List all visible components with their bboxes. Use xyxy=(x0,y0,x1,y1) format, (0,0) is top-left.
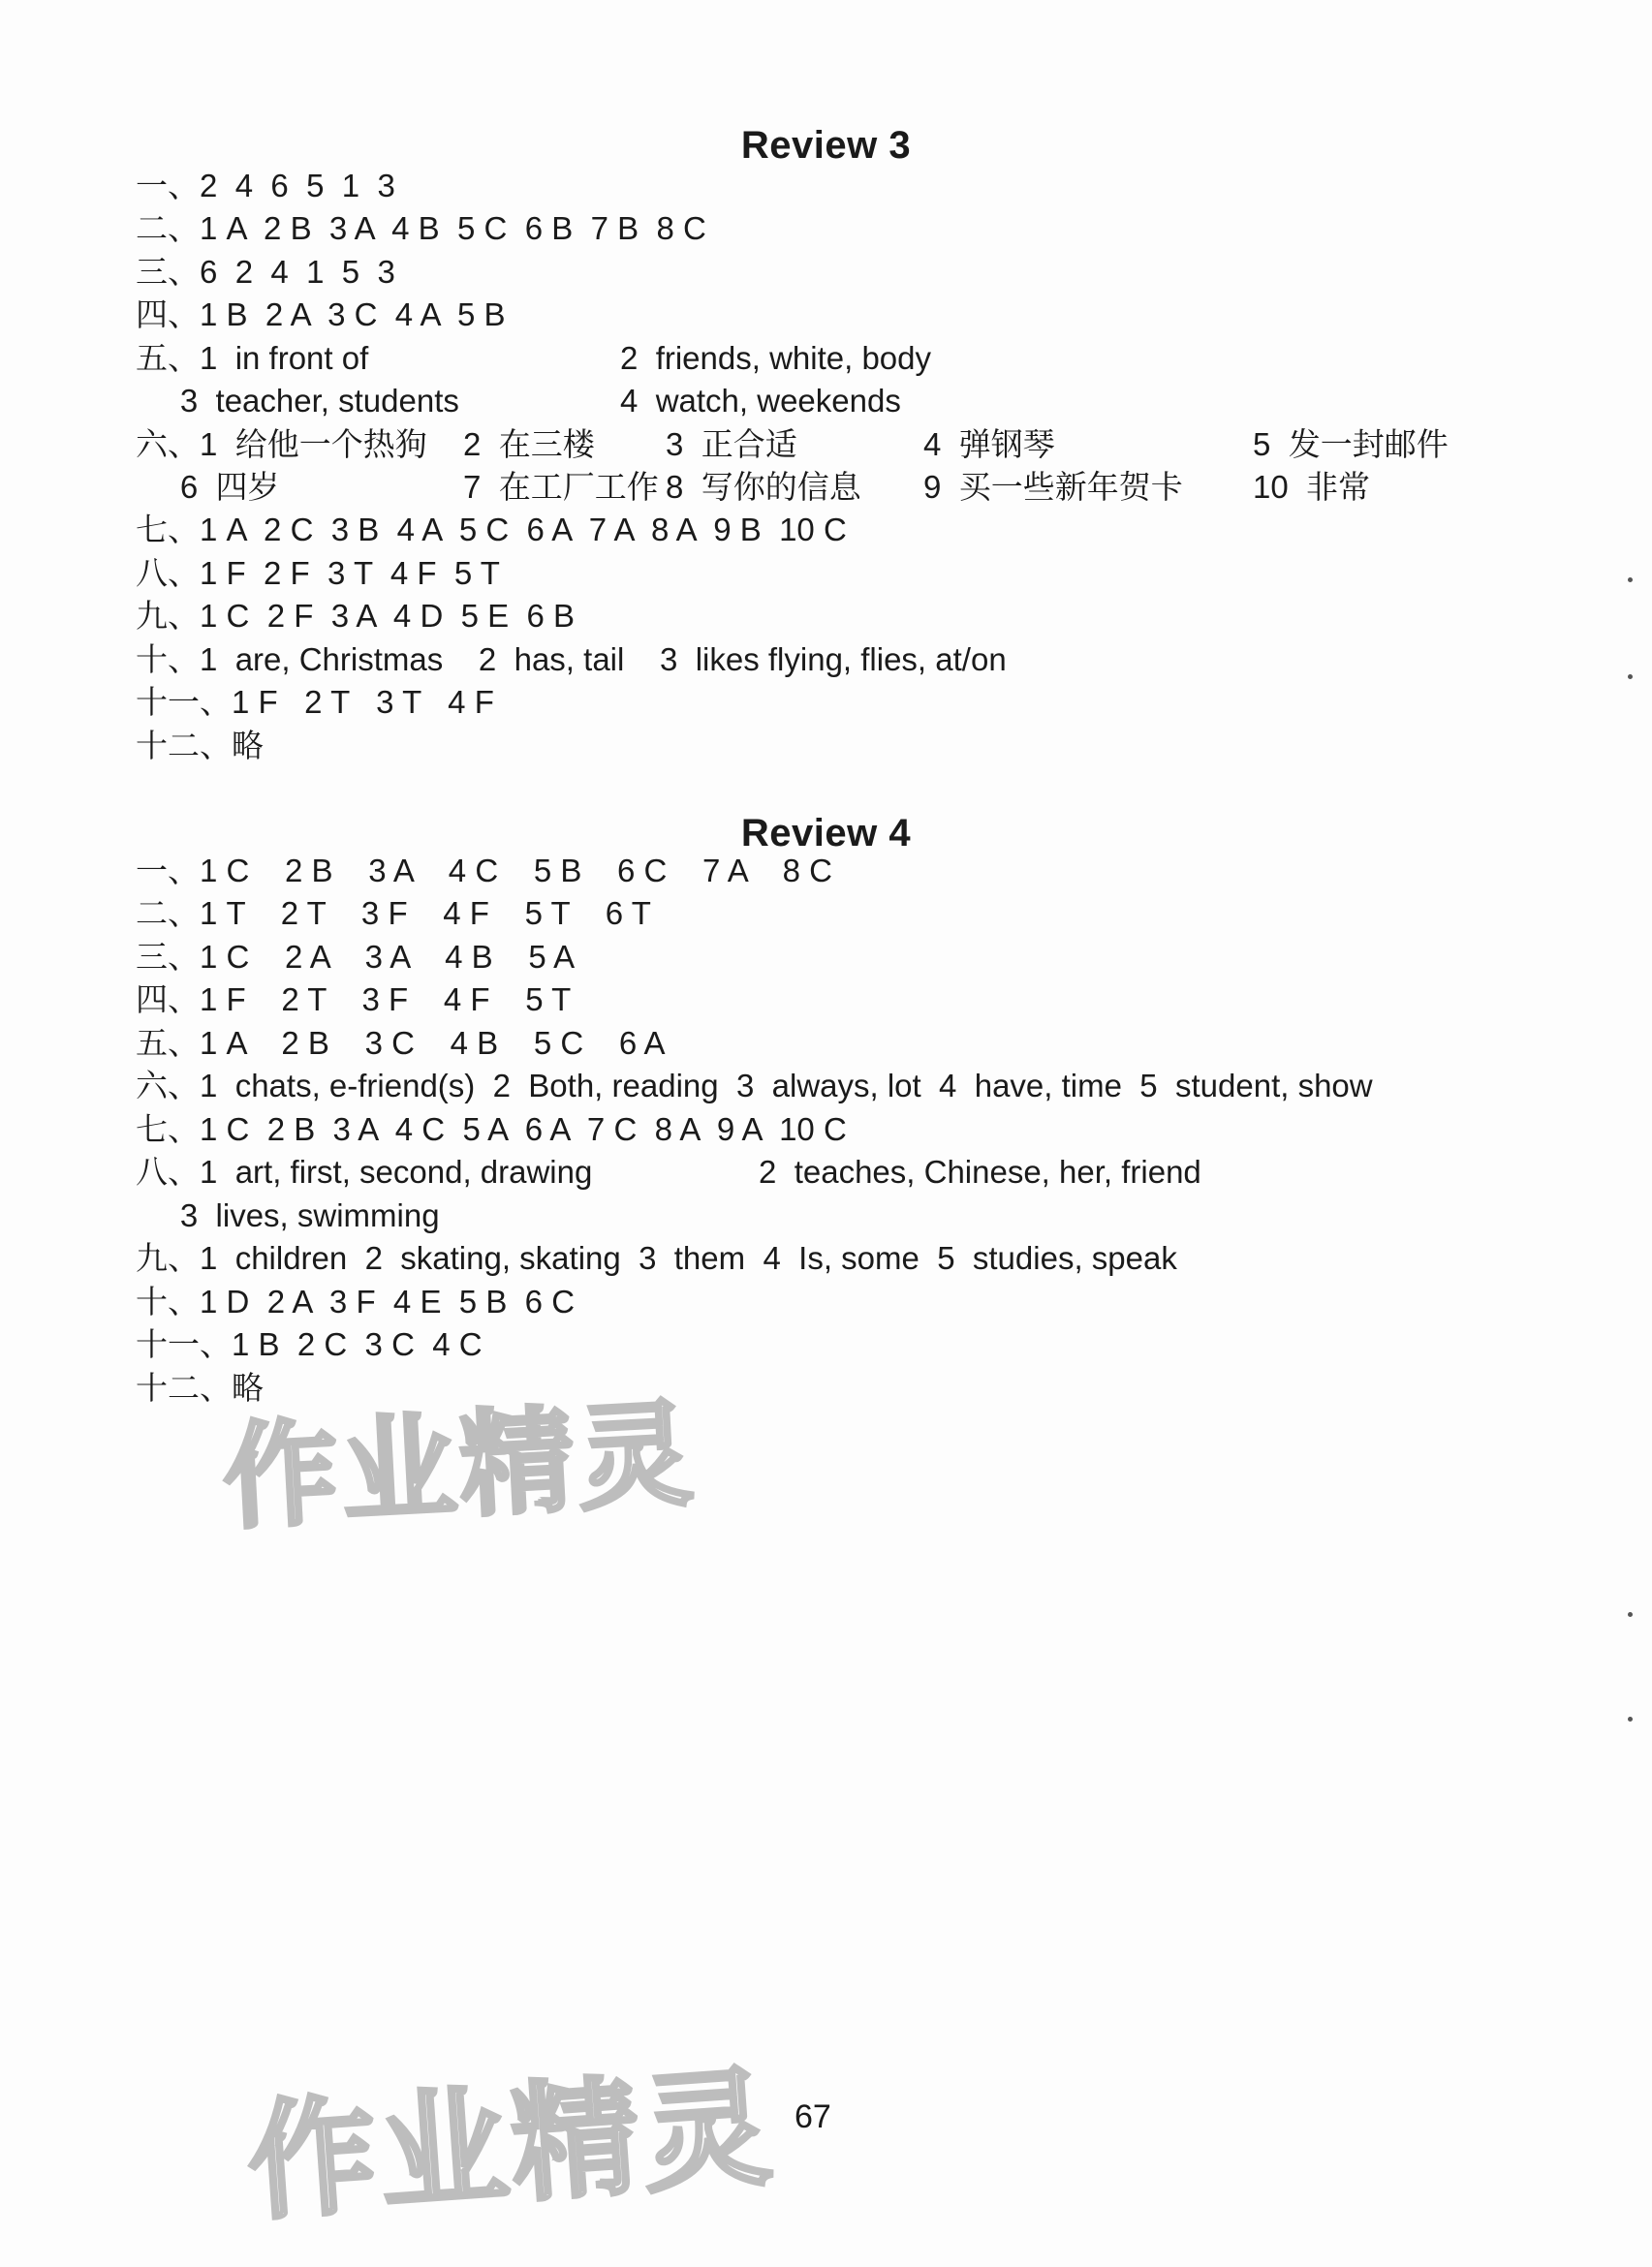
answer-line xyxy=(136,382,1512,420)
answer-line: 十二、略 xyxy=(136,728,264,763)
answer-line: 五、1 A 2 B 3 C 4 B 5 C 6 A xyxy=(136,1025,666,1061)
answer-line: 三、6 2 4 1 5 3 xyxy=(136,254,395,290)
answer-line xyxy=(136,1153,1512,1192)
answer-line: 七、1 C 2 B 3 A 4 C 5 A 6 A 7 C 8 A 9 A 10 C xyxy=(136,1111,847,1147)
scan-speck xyxy=(1628,674,1633,679)
answer-item: 五、1 in front of xyxy=(136,340,369,376)
watermark-logo: 作业精灵 xyxy=(220,1386,700,1545)
answer-line: 八、1 F 2 F 3 T 4 F 5 T xyxy=(136,555,500,591)
answer-line: 一、2 4 6 5 1 3 xyxy=(136,168,395,203)
answer-item: 六、1 给他一个热狗 xyxy=(136,426,427,462)
answer-line xyxy=(136,468,1512,507)
answer-line: 十一、1 F 2 T 3 T 4 F xyxy=(136,684,494,720)
answer-item: 7 在工厂工作 xyxy=(463,469,659,505)
review-4-title: Review 4 xyxy=(740,812,912,854)
scan-speck xyxy=(1628,1717,1633,1722)
answer-item: 10 非常 xyxy=(1253,469,1371,505)
answer-line: 3 lives, swimming xyxy=(136,1197,440,1233)
watermark-logo: 作业精灵 xyxy=(243,2053,780,2239)
answer-line xyxy=(136,425,1512,464)
answer-item: 8 写你的信息 xyxy=(666,469,861,505)
answer-item: 4 watch, weekends xyxy=(620,383,901,419)
answer-line: 十一、1 B 2 C 3 C 4 C xyxy=(136,1326,483,1362)
answer-item: 9 买一些新年贺卡 xyxy=(923,469,1183,505)
answer-item: 八、1 art, first, second, drawing xyxy=(136,1154,593,1190)
page-number: 67 xyxy=(795,2098,831,2135)
answer-item: 5 发一封邮件 xyxy=(1253,426,1449,462)
answer-line: 四、1 F 2 T 3 F 4 F 5 T xyxy=(136,981,572,1017)
answer-line: 六、1 chats, e-friend(s) 2 Both, reading 3 always, lot 4 have, time 5 student, show xyxy=(136,1068,1373,1103)
answer-line: 九、1 children 2 skating, skating 3 them 4 Is, some 5 studies, speak xyxy=(136,1240,1177,1276)
scan-speck xyxy=(1628,1612,1633,1617)
answer-line: 二、1 A 2 B 3 A 4 B 5 C 6 B 7 B 8 C xyxy=(136,210,706,246)
scan-speck xyxy=(1628,577,1633,582)
answer-item: 6 四岁 xyxy=(136,469,280,505)
answer-line: 一、1 C 2 B 3 A 4 C 5 B 6 C 7 A 8 C xyxy=(136,853,832,888)
answer-item: 4 弹钢琴 xyxy=(923,426,1055,462)
answer-line: 七、1 A 2 C 3 B 4 A 5 C 6 A 7 A 8 A 9 B 10 C xyxy=(136,512,847,547)
answer-item: 3 teacher, students xyxy=(136,383,459,419)
answer-line: 三、1 C 2 A 3 A 4 B 5 A xyxy=(136,939,576,975)
answer-item: 2 teaches, Chinese, her, friend xyxy=(759,1154,1201,1190)
review-3-title: Review 3 xyxy=(740,124,912,167)
answer-line: 九、1 C 2 F 3 A 4 D 5 E 6 B xyxy=(136,598,576,634)
answer-item: 2 在三楼 xyxy=(463,426,595,462)
answer-line: 十、1 are, Christmas 2 has, tail 3 likes flying, flies, at/on xyxy=(136,641,1007,677)
answer-line xyxy=(136,339,1512,378)
answer-line: 二、1 T 2 T 3 F 4 F 5 T 6 T xyxy=(136,895,651,931)
answer-line: 十二、略 xyxy=(136,1370,264,1406)
answer-item: 3 正合适 xyxy=(666,426,797,462)
answer-line: 十、1 D 2 A 3 F 4 E 5 B 6 C xyxy=(136,1284,576,1320)
answer-item: 2 friends, white, body xyxy=(620,340,932,376)
answer-line: 四、1 B 2 A 3 C 4 A 5 B xyxy=(136,296,506,332)
